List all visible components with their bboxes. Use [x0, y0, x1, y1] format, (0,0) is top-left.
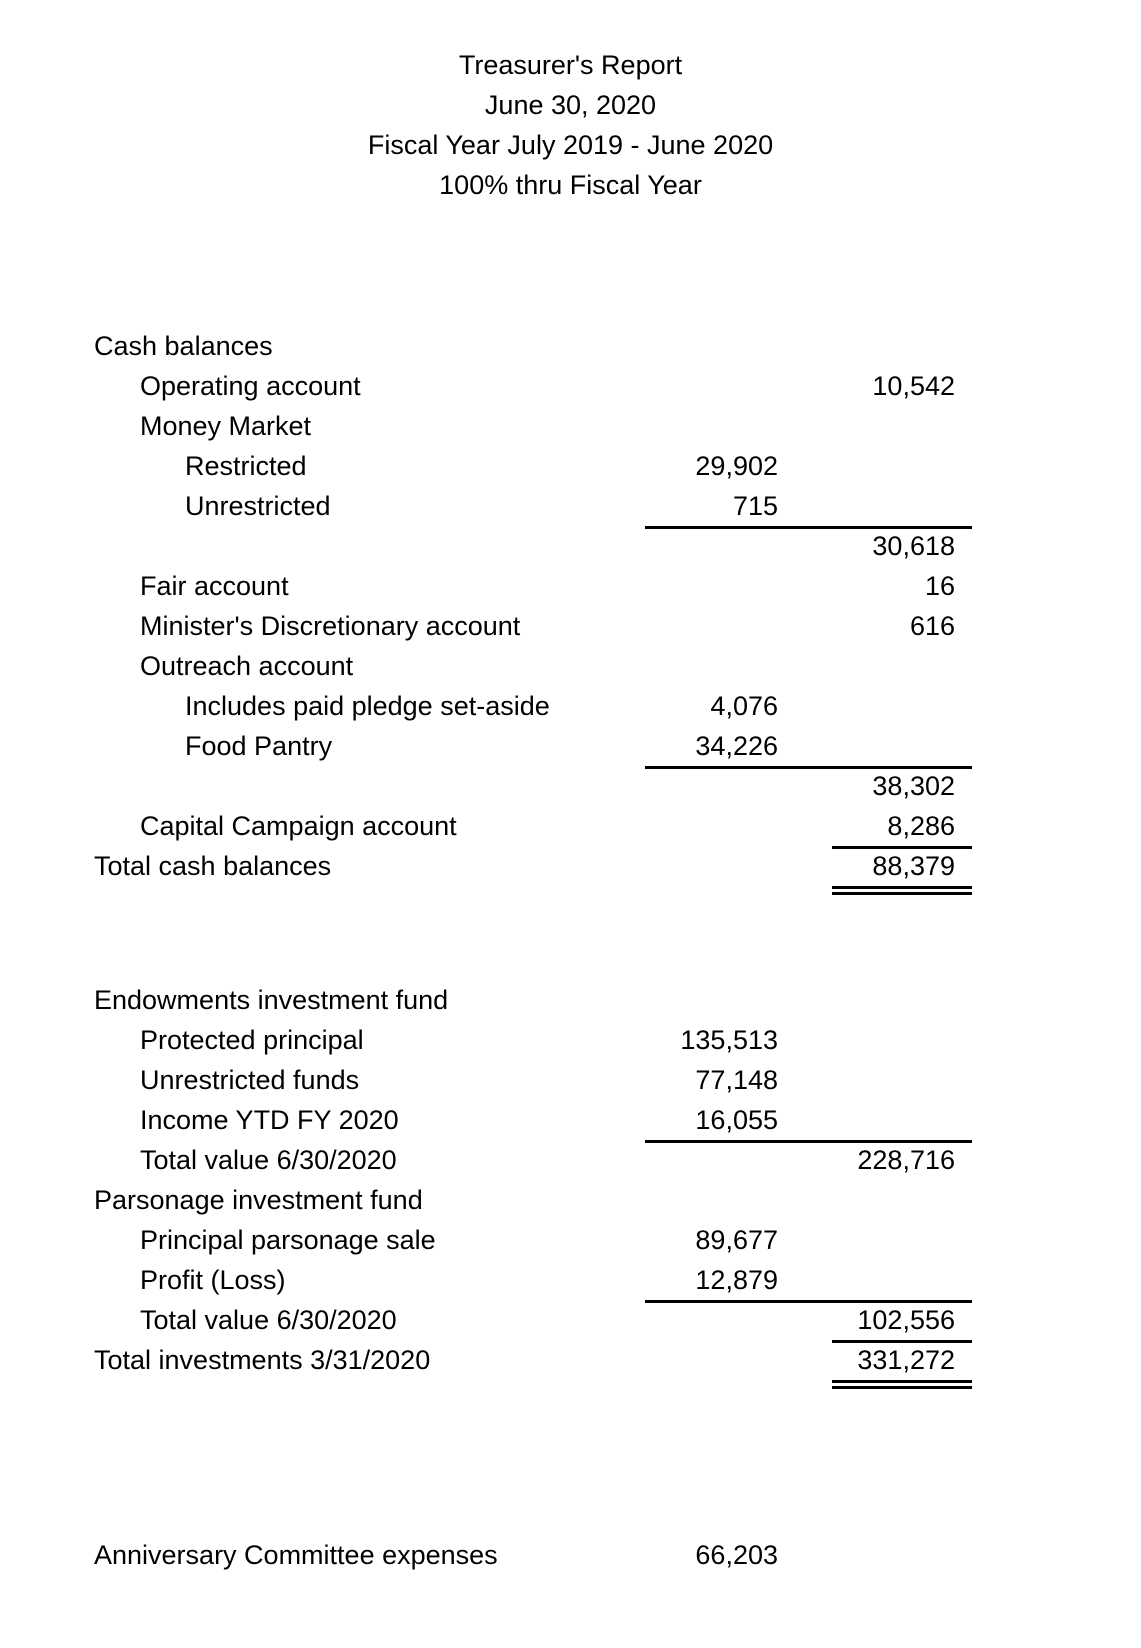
row-label: Parsonage investment fund [94, 1185, 423, 1215]
amount-col2 [832, 326, 972, 366]
row-label [94, 526, 645, 566]
row-label: Outreach account [140, 651, 354, 681]
row-label: Total value 6/30/2020 [140, 1145, 397, 1175]
amount-col1 [645, 1300, 832, 1343]
amount-col1 [645, 326, 832, 366]
row-label: Minister's Discretionary account [140, 611, 521, 641]
table-row [94, 486, 972, 526]
amount-col1: 29,902 [695, 451, 778, 481]
row-label: Profit (Loss) [140, 1265, 286, 1295]
table-row [94, 980, 972, 1020]
amount-col2 [832, 686, 972, 726]
section-cash-balances [94, 326, 972, 886]
row-label: Total value 6/30/2020 [140, 1305, 397, 1335]
amount-col1: 135,513 [680, 1025, 778, 1055]
table-row [94, 1220, 972, 1260]
table-row [94, 326, 972, 366]
amount-col2: 16 [924, 571, 955, 601]
table-row [94, 686, 972, 726]
table-row [94, 846, 972, 886]
amount-col1: 77,148 [695, 1065, 778, 1095]
table-row [94, 446, 972, 486]
amount-col2 [832, 1060, 972, 1100]
row-label: Capital Campaign account [140, 811, 457, 841]
report-progress: 100% thru Fiscal Year [439, 170, 702, 200]
row-label: Total cash balances [94, 851, 332, 881]
report-title: Treasurer's Report [458, 50, 683, 80]
table-row [94, 526, 972, 566]
table-row [94, 806, 972, 846]
amount-col1 [645, 980, 832, 1020]
table-row [94, 366, 972, 406]
amount-col1 [645, 766, 832, 806]
row-label: Income YTD FY 2020 [140, 1105, 399, 1135]
table-row [94, 1535, 972, 1575]
amount-col2: 8,286 [832, 806, 972, 849]
amount-col2 [832, 1180, 972, 1220]
amount-col2: 102,556 [832, 1300, 972, 1343]
amount-col2 [832, 1535, 972, 1575]
amount-col2: 38,302 [872, 771, 955, 801]
row-label: Anniversary Committee expenses [94, 1540, 498, 1570]
amount-col1: 715 [645, 486, 832, 529]
amount-col2: 10,542 [872, 371, 955, 401]
report-fiscal-year: Fiscal Year July 2019 - June 2020 [367, 130, 774, 160]
amount-col2 [832, 726, 972, 769]
amount-col2 [832, 486, 972, 529]
amount-col2 [832, 1220, 972, 1260]
section-footer [94, 1535, 972, 1575]
amount-col1 [645, 526, 832, 566]
row-label: Fair account [140, 571, 289, 601]
amount-col1: 4,076 [710, 691, 778, 721]
table-row [94, 1300, 972, 1340]
row-label: Endowments investment fund [94, 985, 449, 1015]
row-label: Protected principal [140, 1025, 364, 1055]
table-row [94, 646, 972, 686]
row-label: Includes paid pledge set-aside [185, 691, 550, 721]
amount-col1: 66,203 [695, 1540, 778, 1570]
amount-col1: 16,055 [645, 1100, 832, 1143]
table-row [94, 1060, 972, 1100]
amount-col1: 89,677 [695, 1225, 778, 1255]
report-date: June 30, 2020 [484, 90, 657, 120]
amount-col1 [645, 1180, 832, 1220]
amount-col1 [645, 1140, 832, 1180]
amount-col2: 228,716 [857, 1145, 955, 1175]
amount-col1 [645, 846, 832, 895]
table-row [94, 406, 972, 446]
table-row [94, 1020, 972, 1060]
amount-col2: 88,379 [832, 846, 972, 895]
row-label: Cash balances [94, 331, 273, 361]
amount-col2 [832, 446, 972, 486]
row-label: Total investments 3/31/2020 [94, 1345, 431, 1375]
table-row [94, 1100, 972, 1140]
amount-col2: 30,618 [872, 531, 955, 561]
amount-col1 [645, 366, 832, 406]
amount-col2 [832, 1020, 972, 1060]
amount-col2 [832, 406, 972, 446]
amount-col1 [645, 1340, 832, 1389]
amount-col2: 616 [909, 611, 955, 641]
amount-col1 [645, 566, 832, 606]
row-label: Principal parsonage sale [140, 1225, 436, 1255]
amount-col1: 34,226 [645, 726, 832, 769]
table-row [94, 1180, 972, 1220]
amount-col2 [832, 980, 972, 1020]
row-label: Restricted [185, 451, 307, 481]
amount-col2 [832, 1260, 972, 1303]
table-row [94, 766, 972, 806]
table-row [94, 566, 972, 606]
table-row [94, 1140, 972, 1180]
row-label [94, 766, 645, 806]
amount-col1 [645, 646, 832, 686]
amount-col1 [645, 606, 832, 646]
row-label: Unrestricted [185, 491, 331, 521]
amount-col2: 331,272 [832, 1340, 972, 1389]
row-label: Unrestricted funds [140, 1065, 360, 1095]
table-row [94, 1340, 972, 1380]
report-header [0, 45, 1141, 205]
table-row [94, 1260, 972, 1300]
row-label: Operating account [140, 371, 361, 401]
amount-col2 [832, 1100, 972, 1143]
table-row [94, 606, 972, 646]
section-investments [94, 980, 972, 1380]
amount-col1 [645, 406, 832, 446]
row-label: Money Market [140, 411, 312, 441]
amount-col1: 12,879 [645, 1260, 832, 1303]
table-row [94, 726, 972, 766]
amount-col2 [832, 646, 972, 686]
row-label: Food Pantry [185, 731, 333, 761]
amount-col1 [645, 806, 832, 849]
